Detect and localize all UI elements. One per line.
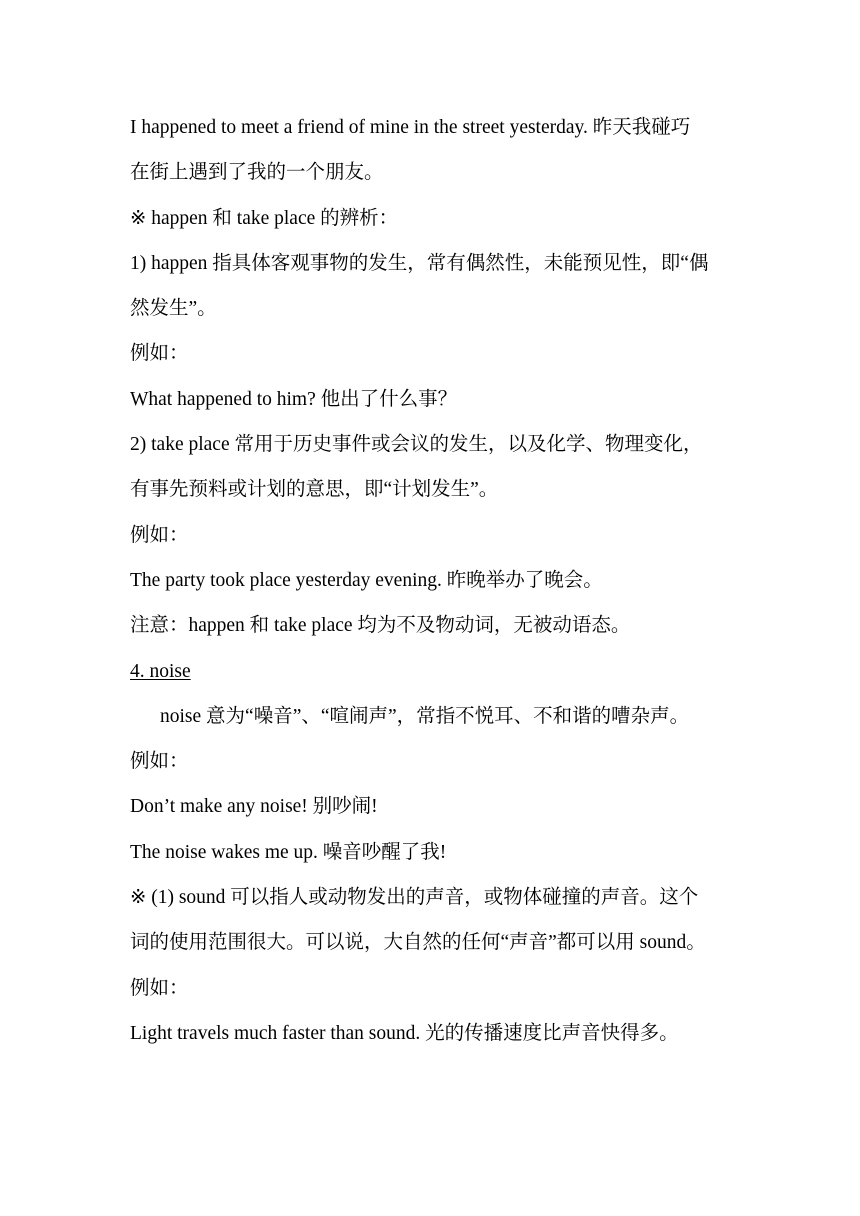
- paragraph-line: 例如：: [130, 977, 189, 999]
- paragraph-line: 2) take place 常用于历史事件或会议的发生，以及化学、物理变化，: [130, 434, 703, 456]
- paragraph-line: 例如：: [130, 343, 189, 365]
- paragraph-line: ※ (1) sound 可以指人或动物发出的声音，或物体碰撞的声音。这个: [130, 887, 699, 909]
- section-heading: 4. noise: [130, 660, 191, 682]
- paragraph-line: ※ happen 和 take place 的辨析：: [130, 207, 399, 229]
- paragraph-line: The party took place yesterday evening. 昨晚举办了晚会。: [130, 569, 603, 591]
- paragraph-line: I happened to meet a friend of mine in the street yesterday. 昨天我碰巧: [130, 117, 691, 138]
- paragraph-line: Light travels much faster than sound. 光的传播速度比声音快得多。: [130, 1022, 679, 1044]
- paragraph-line: 例如：: [130, 524, 189, 546]
- paragraph-line: 然发生”。: [130, 298, 217, 320]
- document-body: [130, 110, 740, 1061]
- paragraph-line: 词的使用范围很大。可以说，大自然的任何“声音”都可以用 sound。: [130, 932, 706, 954]
- paragraph-line: 在街上遇到了我的一个朋友。: [130, 162, 384, 184]
- paragraph-line: The noise wakes me up. 噪音吵醒了我!: [130, 841, 447, 863]
- paragraph-line: 1) happen 指具体客观事物的发生，常有偶然性，未能预见性，即“偶: [130, 252, 709, 274]
- paragraph-line: noise 意为“噪音”、“喧闹声”，常指不悦耳、不和谐的嘈杂声。: [160, 705, 690, 727]
- paragraph-line: 有事先预料或计划的意思，即“计划发生”。: [130, 479, 499, 501]
- paragraph-line: 例如：: [130, 751, 189, 773]
- section-heading-line: [130, 654, 740, 699]
- paragraph-line: Don’t make any noise! 别吵闹!: [130, 796, 378, 818]
- paragraph-line: What happened to him? 他出了什么事？: [130, 388, 458, 410]
- paragraph-line: 注意：happen 和 take place 均为不及物动词，无被动语态。: [130, 615, 631, 637]
